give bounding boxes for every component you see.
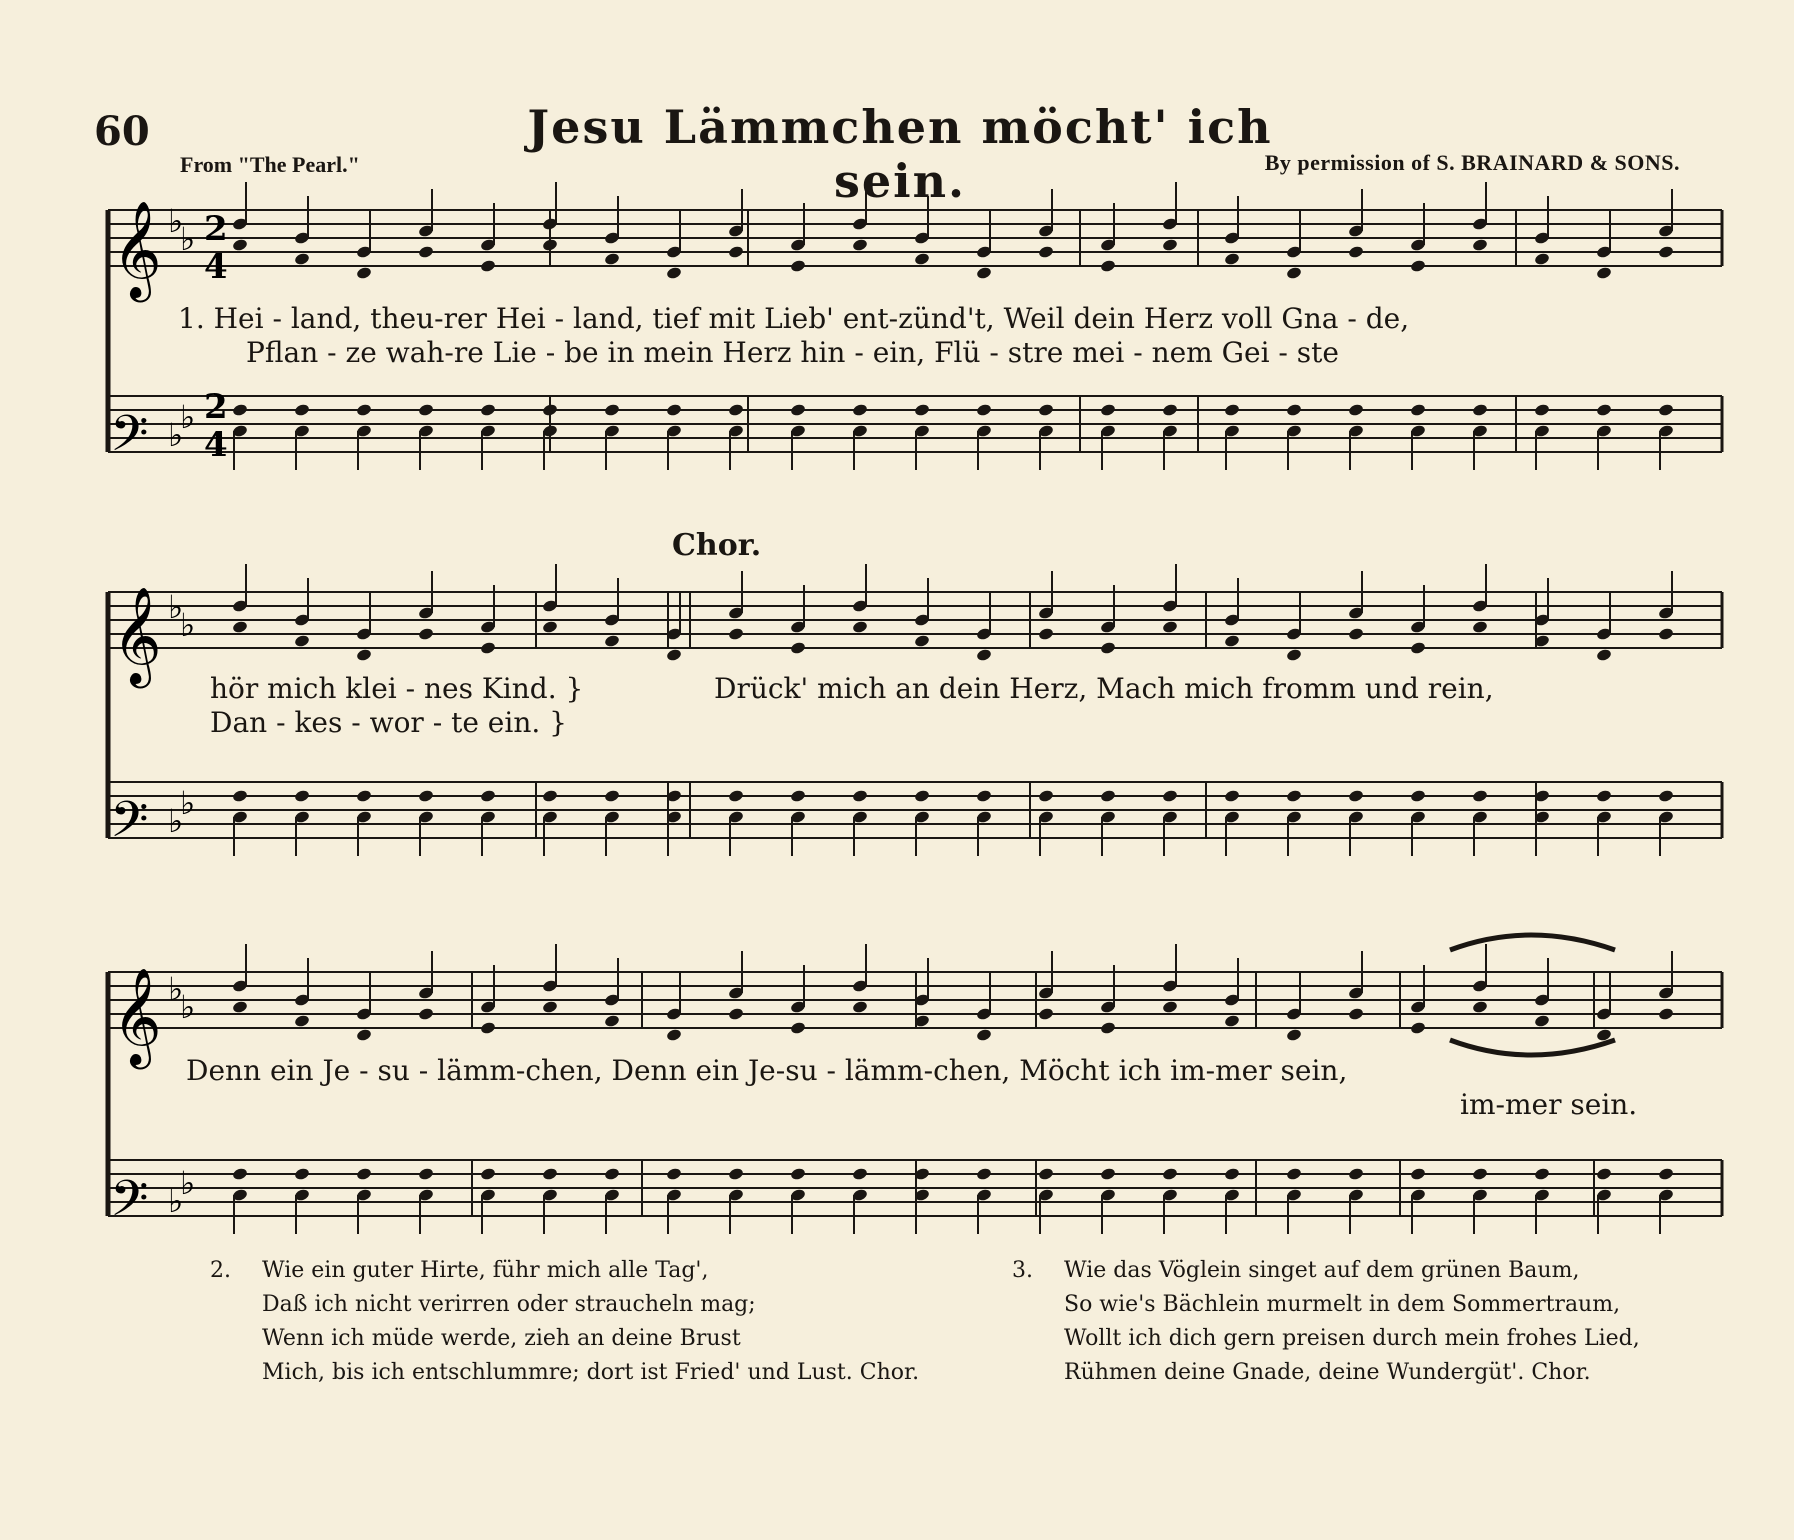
notehead [1286,403,1303,417]
bass-clef-icon: 𝄢 [110,1170,149,1240]
notehead [1286,648,1303,662]
notehead [976,789,993,803]
notehead [914,252,931,266]
notehead [542,1000,559,1014]
notehead [1038,627,1055,641]
notehead [852,789,869,803]
key-signature-flat-icon: ♭ [168,970,184,1008]
notehead [1658,1007,1675,1021]
notehead [356,1167,373,1181]
notehead [790,1167,807,1181]
verse-line: Daß ich nicht verirren oder straucheln mag; [262,1292,756,1317]
notehead [1224,1167,1241,1181]
notehead [542,403,559,417]
notehead [480,259,497,273]
notehead [542,1167,559,1181]
notehead [976,403,993,417]
notehead [976,648,993,662]
lyrics-system2-verse2: Dan - kes - wor - te ein. } [210,706,567,739]
notehead [1534,1167,1551,1181]
notehead [1472,620,1489,634]
key-signature-flat-icon: ♭ [168,202,184,240]
notehead [356,403,373,417]
notehead [1224,1014,1241,1028]
notehead [604,634,621,648]
notehead [1410,789,1427,803]
notehead [356,789,373,803]
notehead [852,620,869,634]
key-signature-flat-icon: ♭ [180,398,196,436]
notehead [480,1021,497,1035]
notehead [1348,1007,1365,1021]
notehead [1410,1021,1427,1035]
notehead [728,403,745,417]
verse-2 [210,1254,920,1390]
notehead [1658,1167,1675,1181]
notehead [294,403,311,417]
key-signature-flat-icon: ♭ [180,1164,196,1202]
notehead [976,266,993,280]
notehead [232,403,249,417]
notehead [1224,789,1241,803]
notehead [418,1167,435,1181]
notehead [232,789,249,803]
notehead [1658,403,1675,417]
notehead [728,245,745,259]
lyrics-system1-verse2: Pflan - ze wah-re Lie - be in mein Herz hin - ein, Flü - stre mei - nem Gei - ste [246,336,1339,369]
verse-number: 2. [210,1258,231,1283]
lyrics-system1-verse1: 1. Hei - land, theu-rer Hei - land, tief mit Lieb' ent-zünd't, Weil dein Herz voll Gna - de, [178,302,1410,335]
treble-clef-icon: 𝄞 [112,586,162,684]
notehead [1100,1167,1117,1181]
notehead [1038,245,1055,259]
notehead [1162,238,1179,252]
notehead [356,1028,373,1042]
notehead [418,627,435,641]
notehead [666,648,683,662]
key-signature-flat-icon: ♭ [168,588,184,626]
notehead [1472,1000,1489,1014]
notehead [418,789,435,803]
source-credit: From "The Pearl." [180,152,360,177]
notehead [1100,641,1117,655]
notehead [1162,620,1179,634]
verse-line: Wie ein guter Hirte, führ mich alle Tag', [262,1258,709,1283]
notehead [542,789,559,803]
notehead [728,789,745,803]
notehead [1038,789,1055,803]
notehead [1162,1167,1179,1181]
verse-line: Wenn ich müde werde, zieh an deine Brust [262,1326,741,1351]
notehead [418,245,435,259]
notehead [1472,403,1489,417]
notehead [1348,403,1365,417]
notehead [728,1007,745,1021]
notehead [1162,1000,1179,1014]
verse-line: So wie's Bächlein murmelt in dem Sommertraum, [1064,1292,1621,1317]
notehead [1286,789,1303,803]
notehead [666,266,683,280]
notehead [852,1000,869,1014]
notehead [1534,403,1551,417]
notehead [294,1014,311,1028]
notehead [232,238,249,252]
notehead [1410,641,1427,655]
notehead [914,403,931,417]
tie-arc [1450,935,1615,950]
notehead [1472,789,1489,803]
notehead [1286,1167,1303,1181]
notehead [1534,252,1551,266]
notehead [1100,403,1117,417]
treble-clef-icon: 𝄞 [112,200,162,298]
notehead [666,1167,683,1181]
verse-number: 3. [1012,1258,1033,1283]
time-signature-bottom: 4 [204,247,228,287]
notehead [1596,648,1613,662]
key-signature-flat-icon: ♭ [168,416,184,454]
notehead [914,789,931,803]
notehead [728,627,745,641]
verse-line: Mich, bis ich entschlummre; dort ist Fried' und Lust. Chor. [262,1360,920,1385]
notehead [294,789,311,803]
notehead [1038,403,1055,417]
notehead [666,403,683,417]
time-signature-bottom-bass: 4 [204,425,228,465]
notehead [294,252,311,266]
notehead [294,634,311,648]
hymn-title: Jesu Lämmchen möcht' ich sein. [527,100,1273,208]
notehead [1348,627,1365,641]
notehead [790,641,807,655]
notehead [1348,245,1365,259]
lyrics-system2-chorus: Drück' mich an dein Herz, Mach mich fromm und rein, [714,672,1494,705]
notehead [356,266,373,280]
notehead [480,789,497,803]
notehead [480,1167,497,1181]
notehead [1596,789,1613,803]
notehead [232,1000,249,1014]
notehead [1224,634,1241,648]
notehead [480,403,497,417]
notehead [852,238,869,252]
notehead [1658,627,1675,641]
notehead [1658,789,1675,803]
notehead [604,1167,621,1181]
key-signature-flat-icon: ♭ [168,1182,184,1220]
notehead [1162,403,1179,417]
notehead [604,1014,621,1028]
notehead [1596,1167,1613,1181]
notehead [976,1028,993,1042]
notehead [1224,403,1241,417]
notehead [790,789,807,803]
lyrics-system2-verse1: hör mich klei - nes Kind. } [210,672,584,705]
lyrics-system3-line1: Denn ein Je - su - lämm-chen, Denn ein Je-su - lämm-chen, Möcht ich im-mer sein, [186,1054,1348,1087]
notehead [1162,789,1179,803]
notehead [542,620,559,634]
notehead [1286,1028,1303,1042]
notehead [1472,238,1489,252]
key-signature-flat-icon: ♭ [180,220,196,258]
notehead [542,238,559,252]
notehead [1100,1021,1117,1035]
notehead [1410,403,1427,417]
notehead [976,1167,993,1181]
permission-credit: By permission of S. BRAINARD & SONS. [1264,150,1680,175]
notehead [1348,1167,1365,1181]
verse-line: Wie das Vöglein singet auf dem grünen Baum, [1064,1258,1580,1283]
key-signature-flat-icon: ♭ [180,784,196,822]
key-signature-flat-icon: ♭ [168,802,184,840]
bass-clef-icon: 𝄢 [110,405,149,475]
notehead [356,648,373,662]
verse-line: Rühmen deine Gnade, deine Wundergüt'. Chor. [1064,1360,1591,1385]
notehead [1658,245,1675,259]
notehead [728,1167,745,1181]
notehead [1596,403,1613,417]
notehead [480,641,497,655]
notehead [232,1167,249,1181]
notehead [1596,266,1613,280]
notehead [790,1021,807,1035]
notehead [666,1028,683,1042]
notehead [1100,789,1117,803]
notehead [294,1167,311,1181]
notehead [790,259,807,273]
notehead [1534,1014,1551,1028]
notehead [604,403,621,417]
notehead [1410,259,1427,273]
tie-arc [1450,1040,1615,1055]
notehead [852,403,869,417]
verse-line: Wollt ich dich gern preisen durch mein frohes Lied, [1064,1326,1640,1351]
notehead [1410,1167,1427,1181]
notehead [790,403,807,417]
notehead [418,1007,435,1021]
notehead [1472,1167,1489,1181]
bass-clef-icon: 𝄢 [110,791,149,861]
notehead [852,1167,869,1181]
notehead [1286,266,1303,280]
time-signature-top-bass: 2 [204,387,228,427]
notehead [1038,1167,1055,1181]
notehead [1038,1007,1055,1021]
chorus-label: Chor. [672,528,762,563]
notehead [604,789,621,803]
lyrics-system3-line2: im-mer sein. [1460,1088,1638,1121]
notehead [1348,789,1365,803]
time-signature-top: 2 [204,209,228,249]
notehead [914,634,931,648]
notehead [1224,252,1241,266]
page-number: 60 [94,108,150,155]
treble-clef-icon: 𝄞 [112,967,162,1065]
key-signature-flat-icon: ♭ [180,606,196,644]
key-signature-flat-icon: ♭ [180,988,196,1026]
notehead [604,252,621,266]
notehead [232,620,249,634]
verse-3 [1012,1254,1640,1390]
notehead [418,403,435,417]
notehead [1100,259,1117,273]
